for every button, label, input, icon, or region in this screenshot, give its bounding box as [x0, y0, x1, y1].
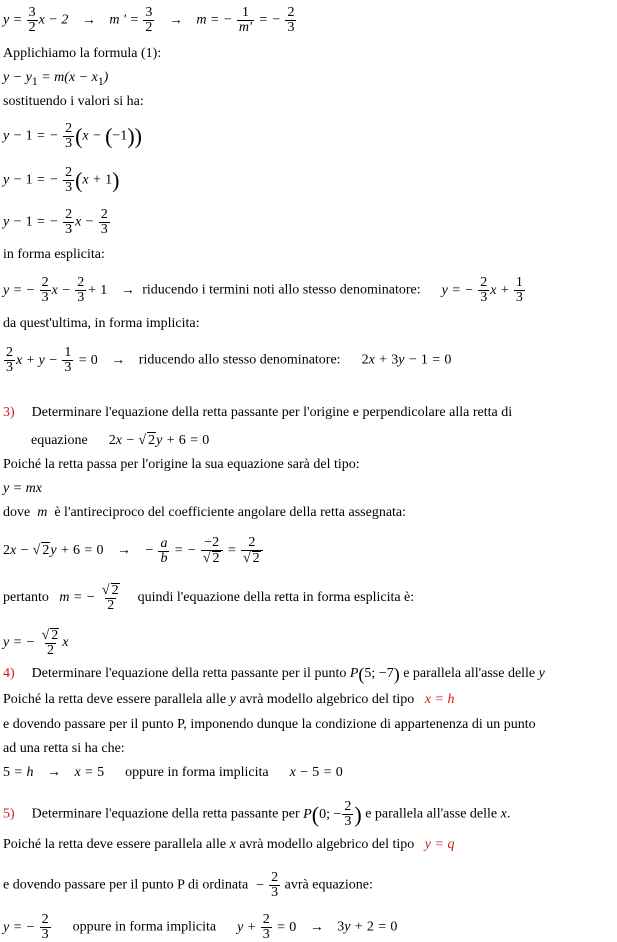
- dovendo-ordinata-line: e dovendo passare per il punto P di ordinata − $\frac{2}{3}$ avrà equazione:: [3, 870, 373, 900]
- dovendo-ordinata-text: e dovendo passare per il punto P di ordinata: [3, 877, 249, 893]
- problem-3-equation: equazione 2x − √ 2y + 6 = 0: [31, 433, 210, 448]
- eq-result-5: y = − $\frac{2}{3}$ oppure in forma implicita y + $\frac{2}{3}$ = 0 → 3y + 2 = 0: [3, 912, 398, 942]
- oppure-implicita-4: oppure in forma implicita: [125, 765, 269, 780]
- dove-line: dove m è l'antireciproco del coefficiente angolare della retta assegnata:: [3, 505, 407, 520]
- eq-result-4: 5 = h → x = 5 oppure in forma implicita x − 5 = 0: [3, 765, 343, 780]
- riducendo-termini-text: riducendo i termini noti allo stesso denominatore:: [142, 282, 421, 298]
- avra-equazione-text: avrà equazione:: [284, 877, 373, 893]
- eq-formula-1: $y - y_1 = m(x - x_1)$: [3, 70, 109, 88]
- eq-explicit-line: y = − $\frac{2}{3}$ x − $\frac{2}{3}$ + 1 → riducendo i termini noti allo stesso denominatore: y = − $\frac{2}{3}$ x + $\frac{1}{3}$: [3, 275, 523, 305]
- problem-3-number: 3): [3, 405, 15, 420]
- riducendo-denominatore-text: riducendo allo stesso denominatore:: [138, 352, 341, 368]
- eq-slope-line: y = $\frac{3}{2}$ x − 2 → m ' = $\frac{3}{2}$ → m = − $\frac{1}{m'}$ = − $\frac{2}{3}$: [3, 5, 295, 35]
- problem-3-equazione-label: equazione: [31, 433, 88, 448]
- poiche-x-text-b: avrà modello algebrico del tipo: [239, 837, 415, 852]
- problem-5-text: Determinare l'equazione della retta passante per: [31, 806, 300, 822]
- dovendo-p-text-b: ad una retta si ha che:: [3, 741, 125, 756]
- poiche-y-text-b: avrà modello algebrico del tipo: [239, 692, 415, 707]
- problem-5-statement: 5) Determinare l'equazione della retta passante per P(0; − $\frac{2}{3}$ ) e parallela all'asse delle x.: [3, 799, 511, 829]
- eq-sub-1: y − 1 = − $\frac{2}{3}$ (x − (−1)): [3, 121, 142, 151]
- poiche-x-text-a: Poiché la retta deve essere parallela alle: [3, 837, 227, 852]
- antireciproco-text: è l'antireciproco del coefficiente angolare della retta assegnata:: [54, 505, 407, 520]
- eq-slope-computation: 2x − √ 2y + 6 = 0 → − $\frac{a}{b}$ = − $\frac{-2}{√ 2}$ = $\frac{2}{√ 2}$: [3, 536, 264, 566]
- problem-5-text2: e parallela all'asse delle: [365, 806, 498, 822]
- pertanto-label: pertanto: [3, 590, 49, 606]
- in-forma-esplicita-text: in forma esplicita:: [3, 247, 105, 262]
- sostituendo-text: sostituendo i valori si ha:: [3, 94, 144, 109]
- poiche-origine-text: Poiché la retta passa per l'origine la sua equazione sarà del tipo:: [3, 457, 360, 472]
- dovendo-p-text-a: e dovendo passare per il punto P, imponendo dunque la condizione di appartenenza di un punto: [3, 717, 536, 732]
- eq-y-mx: y = mx: [3, 481, 42, 496]
- problem-5-number: 5): [3, 806, 15, 822]
- eq-implicit-line: $\frac{2}{3}$ x + y − $\frac{1}{3}$ = 0 → riducendo allo stesso denominatore: 2x + 3y − 1 = 0: [6, 345, 452, 375]
- applichiamo-text: Applichiamo la formula (1):: [3, 46, 162, 61]
- eq-result-3: y = − $\frac{√ 2}{2}$ x: [3, 628, 69, 658]
- problem-3-statement: [3, 405, 512, 421]
- eq-sub-2: y − 1 = − $\frac{2}{3}$ (x + 1): [3, 165, 120, 195]
- poiche-x-line: Poiché la retta deve essere parallela alle x avrà modello algebrico del tipo y = q: [3, 837, 455, 852]
- problem-4-text: Determinare l'equazione della retta passante per il punto: [31, 666, 347, 682]
- problem-4-text2: e parallela all'asse delle: [403, 666, 536, 682]
- dove-label: dove: [3, 505, 31, 520]
- pertanto-line: pertanto m = − $\frac{√ 2}{2}$ quindi l'equazione della retta in forma esplicita è:: [3, 583, 415, 613]
- poiche-y-text-a: Poiché la retta deve essere parallela alle: [3, 692, 227, 707]
- oppure-implicita-5: oppure in forma implicita: [72, 919, 217, 935]
- eq-sub-3: y − 1 = − $\frac{2}{3}$ x − $\frac{2}{3}$: [3, 207, 108, 237]
- poiche-y-line: Poiché la retta deve essere parallela alle y avrà modello algebrico del tipo x = h: [3, 692, 455, 707]
- problem-4-number: 4): [3, 666, 15, 682]
- quindi-text: quindi l'equazione della retta in forma esplicita è:: [137, 590, 415, 606]
- problem-4-statement: 4) Determinare l'equazione della retta passante per il punto P(5; −7) e parallela all'asse delle y: [3, 664, 545, 684]
- problem-3-text: Determinare l'equazione della retta passante per l'origine e perpendicolare alla retta di: [31, 405, 513, 420]
- da-questultima-text: da quest'ultima, in forma implicita:: [3, 316, 200, 331]
